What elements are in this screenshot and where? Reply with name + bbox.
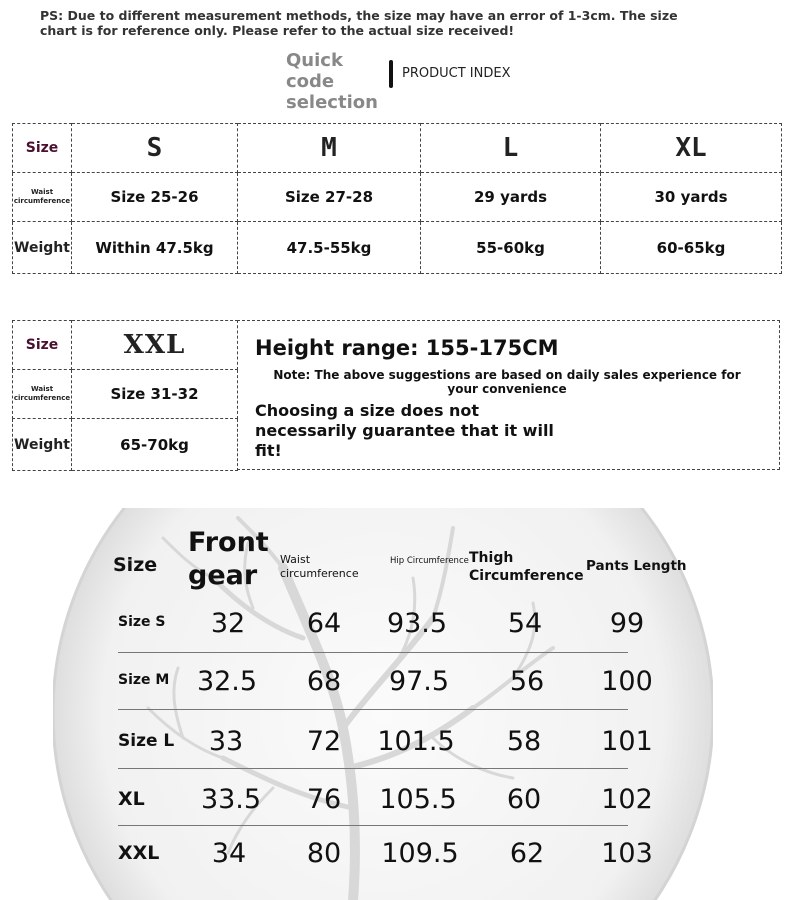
row-divider [118, 709, 628, 710]
length-value: 99 [609, 608, 645, 639]
waist-value: 80 [306, 838, 342, 869]
size-label: Size [13, 321, 72, 370]
length-value: 101 [601, 726, 653, 757]
weight-m: 47.5-55kg [238, 222, 421, 274]
product-index-label: PRODUCT INDEX [402, 66, 511, 81]
thigh-value: 56 [509, 666, 545, 697]
weight-xl: 60-65kg [601, 222, 782, 274]
weight-s: Within 47.5kg [72, 222, 238, 274]
front-value: 32.5 [196, 666, 258, 697]
row-label: Size L [118, 731, 175, 751]
suggestion-note: Note: The above suggestions are based on daily sales experience for your convenience [273, 368, 741, 396]
waist-label: Waist circumference [13, 173, 72, 222]
size-m: M [238, 124, 421, 173]
thigh-value: 62 [509, 838, 545, 869]
length-value: 103 [601, 838, 653, 869]
waist-label: Waist circumference [13, 370, 72, 419]
header-front-gear: Front gear [188, 527, 269, 591]
size-xl: XL [601, 124, 782, 173]
weight-xxl: 65-70kg [72, 419, 238, 471]
header-hip: Hip Circumference [390, 556, 469, 566]
row-label: Size S [118, 614, 166, 630]
weight-label: Weight [13, 419, 72, 471]
front-value: 33 [208, 726, 244, 757]
thigh-value: 54 [507, 608, 543, 639]
height-range: Height range: 155-175CM [255, 336, 559, 360]
row-divider [118, 652, 628, 653]
waist-l: 29 yards [421, 173, 601, 222]
row-divider [118, 825, 628, 826]
front-value: 32 [210, 608, 246, 639]
waist-value: 68 [306, 666, 342, 697]
row-divider [118, 768, 628, 769]
quick-code-heading: Quick code selection [286, 50, 378, 113]
length-value: 102 [601, 784, 653, 815]
waist-s: Size 25-26 [72, 173, 238, 222]
hip-value: 97.5 [388, 666, 450, 697]
hip-value: 101.5 [377, 726, 455, 757]
front-value: 34 [211, 838, 247, 869]
waist-value: 76 [306, 784, 342, 815]
size-l: L [421, 124, 601, 173]
header-size: Size [113, 554, 158, 576]
waist-value: 72 [306, 726, 342, 757]
front-value: 33.5 [200, 784, 262, 815]
size-xxl: XXL [72, 321, 238, 370]
weight-l: 55-60kg [421, 222, 601, 274]
thigh-value: 58 [506, 726, 542, 757]
row-label: XL [118, 788, 145, 810]
header-pants-length: Pants Length [586, 558, 687, 574]
waist-m: Size 27-28 [238, 173, 421, 222]
row-label: Size M [118, 672, 170, 688]
row-label: XXL [118, 842, 160, 864]
length-value: 100 [601, 666, 653, 697]
fit-warning: Choosing a size does not necessarily guarantee that it will fit! [255, 401, 554, 460]
hip-value: 109.5 [381, 838, 459, 869]
waist-value: 64 [306, 608, 342, 639]
size-s: S [72, 124, 238, 173]
hip-value: 105.5 [379, 784, 457, 815]
header-thigh: Thigh Circumference [469, 550, 584, 584]
thigh-value: 60 [506, 784, 542, 815]
weight-label: Weight [13, 222, 72, 274]
measurement-note: PS: Due to different measurement methods, the size may have an error of 1-3cm. The size chart is for reference only. Please refer to the actual size received! [40, 8, 678, 38]
header-waist: Waist circumference [280, 553, 359, 580]
waist-xxl: Size 31-32 [72, 370, 238, 419]
waist-xl: 30 yards [601, 173, 782, 222]
size-label: Size [13, 124, 72, 173]
hip-value: 93.5 [386, 608, 448, 639]
